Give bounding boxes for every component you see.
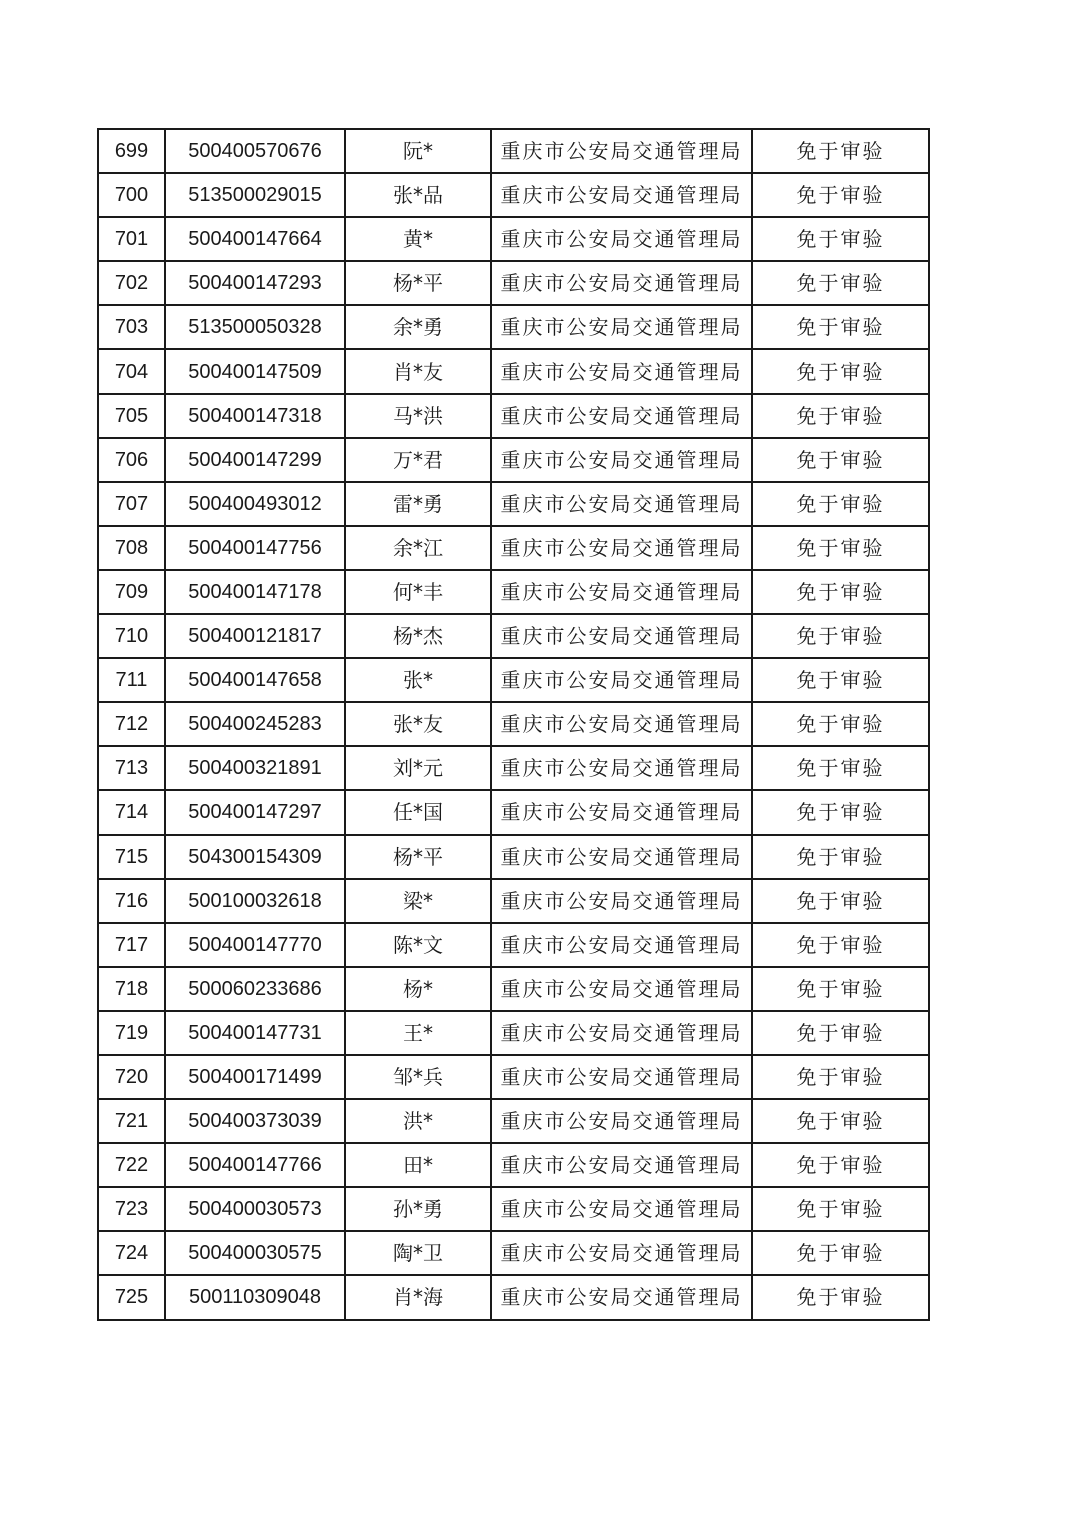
holder-name-cell: 余*江 bbox=[345, 526, 491, 570]
status-cell: 免于审验 bbox=[752, 526, 929, 570]
row-number-cell: 722 bbox=[98, 1143, 165, 1187]
table-row bbox=[98, 967, 929, 1011]
status-cell: 免于审验 bbox=[752, 1275, 929, 1319]
table-row bbox=[98, 261, 929, 305]
license-id-cell: 500400147293 bbox=[165, 261, 345, 305]
license-id-cell: 500400121817 bbox=[165, 614, 345, 658]
table-body bbox=[98, 129, 929, 1320]
issuing-agency-cell: 重庆市公安局交通管理局 bbox=[491, 394, 752, 438]
table-row bbox=[98, 349, 929, 393]
holder-name-cell: 余*勇 bbox=[345, 305, 491, 349]
table-row bbox=[98, 1143, 929, 1187]
row-number-cell: 715 bbox=[98, 835, 165, 879]
row-number-cell: 713 bbox=[98, 746, 165, 790]
license-id-cell: 500400030575 bbox=[165, 1231, 345, 1275]
row-number-cell: 711 bbox=[98, 658, 165, 702]
row-number-cell: 712 bbox=[98, 702, 165, 746]
status-cell: 免于审验 bbox=[752, 173, 929, 217]
status-cell: 免于审验 bbox=[752, 570, 929, 614]
status-cell: 免于审验 bbox=[752, 835, 929, 879]
status-cell: 免于审验 bbox=[752, 394, 929, 438]
table-row bbox=[98, 526, 929, 570]
issuing-agency-cell: 重庆市公安局交通管理局 bbox=[491, 482, 752, 526]
holder-name-cell: 杨*杰 bbox=[345, 614, 491, 658]
holder-name-cell: 杨* bbox=[345, 967, 491, 1011]
license-id-cell: 500100032618 bbox=[165, 879, 345, 923]
status-cell: 免于审验 bbox=[752, 349, 929, 393]
table-row bbox=[98, 217, 929, 261]
holder-name-cell: 任*国 bbox=[345, 790, 491, 834]
row-number-cell: 702 bbox=[98, 261, 165, 305]
issuing-agency-cell: 重庆市公安局交通管理局 bbox=[491, 658, 752, 702]
license-id-cell: 500400321891 bbox=[165, 746, 345, 790]
holder-name-cell: 马*洪 bbox=[345, 394, 491, 438]
row-number-cell: 706 bbox=[98, 438, 165, 482]
issuing-agency-cell: 重庆市公安局交通管理局 bbox=[491, 173, 752, 217]
license-id-cell: 500400493012 bbox=[165, 482, 345, 526]
issuing-agency-cell: 重庆市公安局交通管理局 bbox=[491, 1143, 752, 1187]
holder-name-cell: 阮* bbox=[345, 129, 491, 173]
status-cell: 免于审验 bbox=[752, 790, 929, 834]
license-id-cell: 500400147770 bbox=[165, 923, 345, 967]
status-cell: 免于审验 bbox=[752, 614, 929, 658]
status-cell: 免于审验 bbox=[752, 1231, 929, 1275]
table-row bbox=[98, 570, 929, 614]
row-number-cell: 717 bbox=[98, 923, 165, 967]
holder-name-cell: 王* bbox=[345, 1011, 491, 1055]
table-row bbox=[98, 790, 929, 834]
status-cell: 免于审验 bbox=[752, 438, 929, 482]
license-id-cell: 500400147756 bbox=[165, 526, 345, 570]
row-number-cell: 707 bbox=[98, 482, 165, 526]
holder-name-cell: 万*君 bbox=[345, 438, 491, 482]
holder-name-cell: 梁* bbox=[345, 879, 491, 923]
holder-name-cell: 何*丰 bbox=[345, 570, 491, 614]
table-row bbox=[98, 482, 929, 526]
license-id-cell: 504300154309 bbox=[165, 835, 345, 879]
status-cell: 免于审验 bbox=[752, 967, 929, 1011]
issuing-agency-cell: 重庆市公安局交通管理局 bbox=[491, 305, 752, 349]
row-number-cell: 716 bbox=[98, 879, 165, 923]
license-id-cell: 513500029015 bbox=[165, 173, 345, 217]
status-cell: 免于审验 bbox=[752, 129, 929, 173]
row-number-cell: 725 bbox=[98, 1275, 165, 1319]
holder-name-cell: 张* bbox=[345, 658, 491, 702]
status-cell: 免于审验 bbox=[752, 261, 929, 305]
table-row bbox=[98, 879, 929, 923]
issuing-agency-cell: 重庆市公安局交通管理局 bbox=[491, 879, 752, 923]
license-id-cell: 500400030573 bbox=[165, 1187, 345, 1231]
table-row bbox=[98, 923, 929, 967]
table-row bbox=[98, 1275, 929, 1319]
license-id-cell: 500400147658 bbox=[165, 658, 345, 702]
license-id-cell: 500400147731 bbox=[165, 1011, 345, 1055]
status-cell: 免于审验 bbox=[752, 305, 929, 349]
holder-name-cell: 张*品 bbox=[345, 173, 491, 217]
license-id-cell: 500400147318 bbox=[165, 394, 345, 438]
holder-name-cell: 杨*平 bbox=[345, 835, 491, 879]
license-id-cell: 500400171499 bbox=[165, 1055, 345, 1099]
license-id-cell: 500060233686 bbox=[165, 967, 345, 1011]
row-number-cell: 710 bbox=[98, 614, 165, 658]
holder-name-cell: 陶*卫 bbox=[345, 1231, 491, 1275]
status-cell: 免于审验 bbox=[752, 1143, 929, 1187]
table-row bbox=[98, 702, 929, 746]
issuing-agency-cell: 重庆市公安局交通管理局 bbox=[491, 261, 752, 305]
row-number-cell: 721 bbox=[98, 1099, 165, 1143]
license-id-cell: 500400147297 bbox=[165, 790, 345, 834]
issuing-agency-cell: 重庆市公安局交通管理局 bbox=[491, 217, 752, 261]
status-cell: 免于审验 bbox=[752, 746, 929, 790]
table-row bbox=[98, 658, 929, 702]
status-cell: 免于审验 bbox=[752, 482, 929, 526]
issuing-agency-cell: 重庆市公安局交通管理局 bbox=[491, 349, 752, 393]
row-number-cell: 719 bbox=[98, 1011, 165, 1055]
holder-name-cell: 田* bbox=[345, 1143, 491, 1187]
row-number-cell: 704 bbox=[98, 349, 165, 393]
row-number-cell: 700 bbox=[98, 173, 165, 217]
issuing-agency-cell: 重庆市公安局交通管理局 bbox=[491, 835, 752, 879]
row-number-cell: 720 bbox=[98, 1055, 165, 1099]
status-cell: 免于审验 bbox=[752, 1011, 929, 1055]
issuing-agency-cell: 重庆市公安局交通管理局 bbox=[491, 438, 752, 482]
license-id-cell: 500400147509 bbox=[165, 349, 345, 393]
license-exemption-table bbox=[97, 128, 930, 1321]
issuing-agency-cell: 重庆市公安局交通管理局 bbox=[491, 702, 752, 746]
license-id-cell: 500400147178 bbox=[165, 570, 345, 614]
row-number-cell: 701 bbox=[98, 217, 165, 261]
issuing-agency-cell: 重庆市公安局交通管理局 bbox=[491, 1099, 752, 1143]
issuing-agency-cell: 重庆市公安局交通管理局 bbox=[491, 570, 752, 614]
holder-name-cell: 陈*文 bbox=[345, 923, 491, 967]
holder-name-cell: 孙*勇 bbox=[345, 1187, 491, 1231]
table-row bbox=[98, 835, 929, 879]
license-id-cell: 500400147766 bbox=[165, 1143, 345, 1187]
holder-name-cell: 邹*兵 bbox=[345, 1055, 491, 1099]
table-row bbox=[98, 614, 929, 658]
license-id-cell: 500400147299 bbox=[165, 438, 345, 482]
holder-name-cell: 肖*海 bbox=[345, 1275, 491, 1319]
row-number-cell: 724 bbox=[98, 1231, 165, 1275]
issuing-agency-cell: 重庆市公安局交通管理局 bbox=[491, 1187, 752, 1231]
license-id-cell: 513500050328 bbox=[165, 305, 345, 349]
holder-name-cell: 杨*平 bbox=[345, 261, 491, 305]
row-number-cell: 723 bbox=[98, 1187, 165, 1231]
table-row bbox=[98, 394, 929, 438]
row-number-cell: 705 bbox=[98, 394, 165, 438]
issuing-agency-cell: 重庆市公安局交通管理局 bbox=[491, 1275, 752, 1319]
status-cell: 免于审验 bbox=[752, 1187, 929, 1231]
table-row bbox=[98, 746, 929, 790]
issuing-agency-cell: 重庆市公安局交通管理局 bbox=[491, 614, 752, 658]
status-cell: 免于审验 bbox=[752, 658, 929, 702]
issuing-agency-cell: 重庆市公安局交通管理局 bbox=[491, 1231, 752, 1275]
status-cell: 免于审验 bbox=[752, 702, 929, 746]
status-cell: 免于审验 bbox=[752, 1099, 929, 1143]
row-number-cell: 714 bbox=[98, 790, 165, 834]
issuing-agency-cell: 重庆市公安局交通管理局 bbox=[491, 790, 752, 834]
holder-name-cell: 刘*元 bbox=[345, 746, 491, 790]
table-row bbox=[98, 438, 929, 482]
table-row bbox=[98, 1011, 929, 1055]
holder-name-cell: 黄* bbox=[345, 217, 491, 261]
row-number-cell: 718 bbox=[98, 967, 165, 1011]
row-number-cell: 709 bbox=[98, 570, 165, 614]
row-number-cell: 708 bbox=[98, 526, 165, 570]
license-id-cell: 500110309048 bbox=[165, 1275, 345, 1319]
table-row bbox=[98, 1055, 929, 1099]
license-id-cell: 500400245283 bbox=[165, 702, 345, 746]
issuing-agency-cell: 重庆市公安局交通管理局 bbox=[491, 967, 752, 1011]
table-row bbox=[98, 1099, 929, 1143]
license-id-cell: 500400570676 bbox=[165, 129, 345, 173]
table-row bbox=[98, 1231, 929, 1275]
holder-name-cell: 洪* bbox=[345, 1099, 491, 1143]
table-row bbox=[98, 305, 929, 349]
row-number-cell: 699 bbox=[98, 129, 165, 173]
holder-name-cell: 张*友 bbox=[345, 702, 491, 746]
issuing-agency-cell: 重庆市公安局交通管理局 bbox=[491, 526, 752, 570]
table-row bbox=[98, 173, 929, 217]
row-number-cell: 703 bbox=[98, 305, 165, 349]
status-cell: 免于审验 bbox=[752, 1055, 929, 1099]
issuing-agency-cell: 重庆市公安局交通管理局 bbox=[491, 923, 752, 967]
issuing-agency-cell: 重庆市公安局交通管理局 bbox=[491, 1011, 752, 1055]
table-row bbox=[98, 1187, 929, 1231]
issuing-agency-cell: 重庆市公安局交通管理局 bbox=[491, 746, 752, 790]
license-id-cell: 500400373039 bbox=[165, 1099, 345, 1143]
holder-name-cell: 雷*勇 bbox=[345, 482, 491, 526]
issuing-agency-cell: 重庆市公安局交通管理局 bbox=[491, 1055, 752, 1099]
holder-name-cell: 肖*友 bbox=[345, 349, 491, 393]
status-cell: 免于审验 bbox=[752, 923, 929, 967]
issuing-agency-cell: 重庆市公安局交通管理局 bbox=[491, 129, 752, 173]
table-row bbox=[98, 129, 929, 173]
status-cell: 免于审验 bbox=[752, 217, 929, 261]
status-cell: 免于审验 bbox=[752, 879, 929, 923]
license-id-cell: 500400147664 bbox=[165, 217, 345, 261]
